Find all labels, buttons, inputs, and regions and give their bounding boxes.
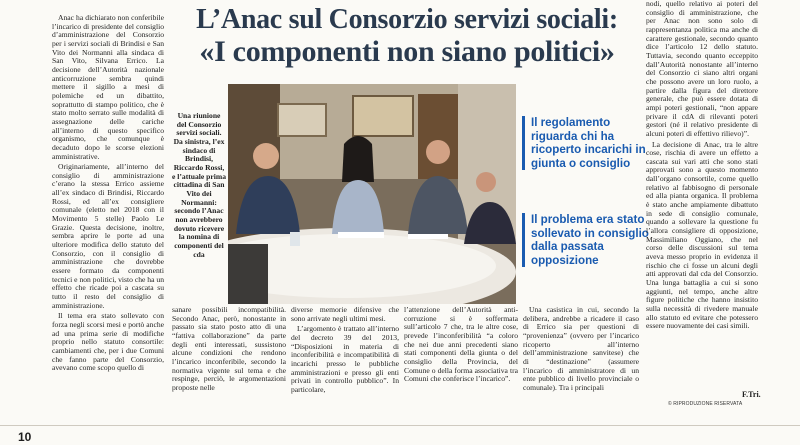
article-column-1 bbox=[52, 14, 164, 423]
paragraph: Originariamente, all’interno del consiglio di amministrazione c’erano la stessa Errico assieme all’ex sindaco di Brindisi, Riccardo Rossi, ed all’ex consigliere comunale (eletto nel 2018 con il Movimento 5 stelle) Paolo Le Grazie. Questa decisione, inoltre, sembra aprire le porte ad una ulteriore modifica dello statuto del Consorzio, con il consiglio di amministrazione che dovrebbe essere formato da componenti tecnici e non politici, visto che ha un effetto che ricade poi a cascata su tutto il resto del consiglio di amministrazione. bbox=[52, 162, 164, 310]
pull-quote-2: Il problema era stato sollevato in consiglio dalla passata opposizione bbox=[522, 213, 649, 267]
paragraph: L’argomento è trattato all’interno del decreto 39 del 2013, “Disposizioni in materia di inconferibilità e incompatibilità di incarichi presso le pubbliche amministrazioni e presso gli enti privati in controllo pubblico”. In particolare, bbox=[291, 324, 399, 394]
article-column-5 bbox=[523, 306, 639, 423]
headline-line-2: «I componenti non siano politici» bbox=[199, 35, 615, 68]
pull-quote-1: Il regolamento riguarda chi ha ricoperto incarichi in giunta o consiglio bbox=[522, 116, 649, 170]
article-column-4 bbox=[404, 306, 518, 423]
article-column-3 bbox=[291, 306, 399, 423]
footer-divider bbox=[0, 425, 800, 426]
page-number: 10 bbox=[18, 430, 32, 444]
paragraph: Una casistica in cui, secondo la delibera, andrebbe a ricadere il caso di Errico sia per questioni di “provenienza” (ovvero per l’incarico ricoperto all’interno dell’amministrazione sanvitese) che di “destinazione” (assumere l’incarico di amministratore di un ente pubblico di livello provinciale o comunale). Tra i principali bbox=[523, 306, 639, 392]
paragraph: diverse memorie difensive che sono arrivate negli ultimi mesi. bbox=[291, 306, 399, 323]
article-column-6 bbox=[646, 0, 758, 392]
paragraph: nodi, quello relativo ai poteri del consiglio di amministrazione, che per Anac non sono solo di rappresentanza politica ma anche di carattere gestionale, secondo quanto dice l’articolo 12 dello statuto. Tuttavia, secondo quanto ecceppito dall’Autorità nonostante all’interno del Consorzio ci siano altri organi che possono avere un loro ruolo, a partire dalla figura del direttore generale, che può essere dotata di ampi poteri gestionali, “non appare privare il cdA di rilevanti poteri gestori (né il relativo presidente di alcuni poteri di effettivo rilievo)”. bbox=[646, 0, 758, 138]
article-column-2 bbox=[172, 306, 286, 423]
paragraph: La decisione di Anac, tra le altre cose, rischia di avere un effetto a cascata sui vari atti che sono stati approvati sono a questo momento dall’organo consortile, come quello relativo al fabbisogno di personale ed alla pianta organica. Il problema è stato anche ampiamente dibattuto in sede di consiglio comunale, quando a sollevare la questione fu l’allora consigliere di opposizione, Massimiliano Oggiano, che nel corso delle discussioni sul tema aveva messo proprio in evidenza il rischio che ci fosse un alcuni degli atti approvati dal cda del Consorzio. Una lunga battaglia a cui si sono aggiunti, nel tempo, anche altre figure politiche che hanno insistito sulla necessità di rivedere manuale allo statuto ed evitare che potessero essere nuovamente dei casi simili. bbox=[646, 139, 758, 331]
paragraph: sanare possibili incompatibilità. Secondo Anac, però, nonostante in passato sia stato posto atto di una “fattiva collaborazione” da parte degli enti interessati, sussistono alcune condizioni che rendono l’incarico inconferibile, secondo la normativa vigente sul tema e che respinge, perciò, le argomentazioni proposte nelle bbox=[172, 306, 286, 392]
paragraph: Anac ha dichiarato non conferibile l’incarico di presidente del consiglio d’amministrazione del Consorzio per i servizi sociali di Brindisi e San Vito dei Normanni alla sindaca di San Vito, Silvana Errico. La decisione dell’Autorità nazionale anticorruzione sembra quindi mettere il sigillo a mesi di polemiche ed un dibattito, soprattutto di stampo politico, che è stato molto serrato sulle modalità di assegnazione delle cariche all’interno di questo specifico organismo, che comunque è decaduto dopo le scorse elezioni amministrative. bbox=[52, 14, 164, 161]
paragraph: Il tema era stato sollevato con forza negli scorsi mesi e portò anche ad una prima serie di modifiche proprio nello statuto consortile: cambiamenti che, per i due Comuni che fanno parte del Consorzio, avevano come scopo quello di bbox=[52, 311, 164, 373]
headline-line-1: L’Anac sul Consorzio servizi sociali: bbox=[196, 4, 618, 35]
paragraph: l’attenzione dell’Autorità anti-corruzione si è soffermata sull’articolo 7 che, tra le altre cose, prevede l’inconferibilità “a coloro che nei due anni precedenti siano stati componenti della giunta o del consiglio della Provincia, del Comune o della forma associativa tra Comuni che conferisce l’incarico”. bbox=[404, 306, 518, 384]
photo-caption: Una riunione del Consorzio servizi sociali. Da sinistra, l’ex sindaco di Brindisi, Riccardo Rossi, e l’attuale prima cittadina di San Vito dei Normanni: secondo l’Anac non avrebbero dovuto ricevere la nomina di componenti del cda bbox=[172, 111, 226, 259]
author-signature: F.Tri. bbox=[742, 390, 761, 399]
headline bbox=[172, 4, 642, 68]
meeting-photo bbox=[228, 84, 516, 304]
copyright-notice: © RIPRODUZIONE RISERVATA bbox=[668, 401, 743, 407]
